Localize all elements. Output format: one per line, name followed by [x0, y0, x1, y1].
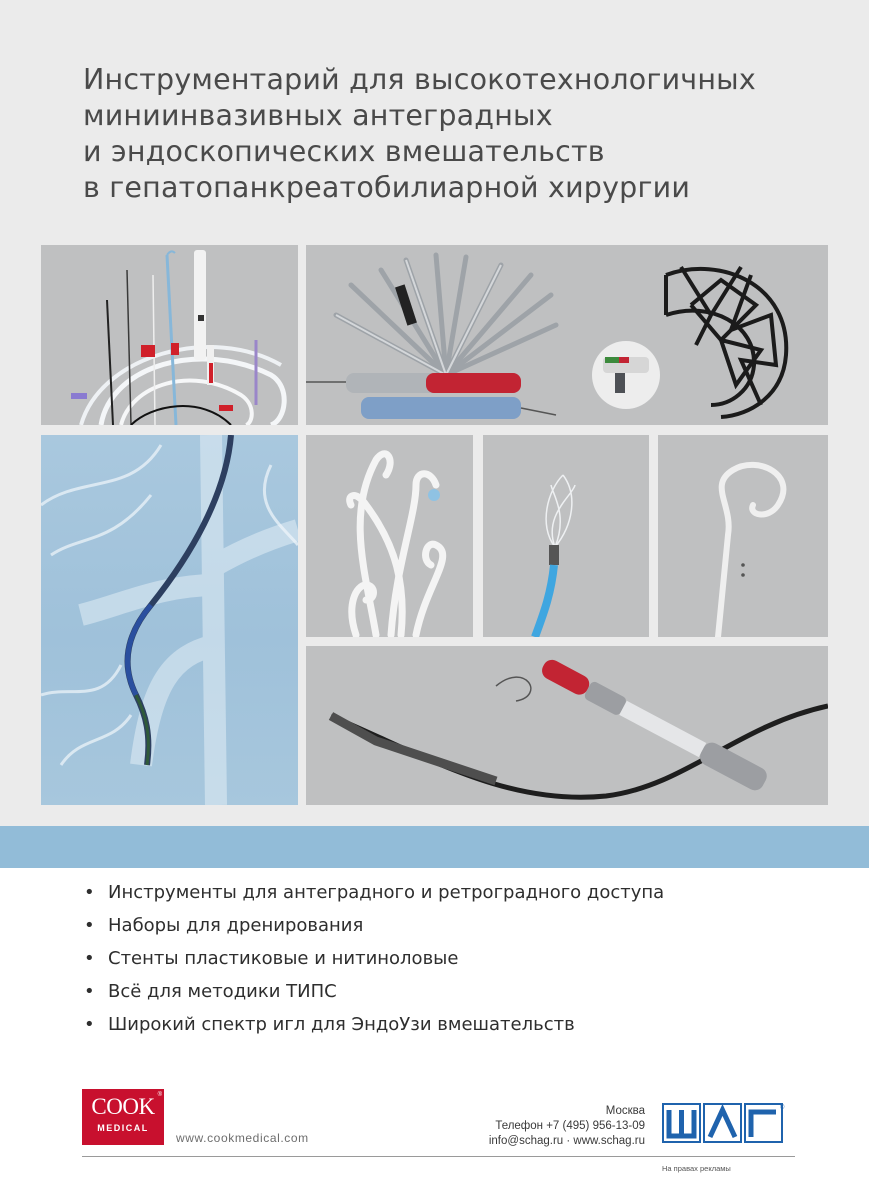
- biliary-illustration: [41, 435, 298, 805]
- registered-mark: ®: [157, 1092, 162, 1098]
- page-headline: [83, 62, 823, 206]
- list-item-text: Всё для методики ТИПС: [108, 981, 337, 1002]
- footer-divider: [82, 1156, 795, 1157]
- cook-website-link[interactable]: www.cookmedical.com: [176, 1131, 309, 1145]
- headline-line-1: Инструментарий для высокотехнологичных: [83, 63, 756, 96]
- bullet-icon: •: [84, 981, 95, 1002]
- blue-divider-band: [0, 826, 869, 868]
- contact-links[interactable]: info@schag.ru · www.schag.ru: [488, 1135, 645, 1147]
- headline-line-4: в гепатопанкреатобилиарной хирургии: [83, 171, 691, 204]
- headline-line-2: миниинвазивных антеградных: [83, 99, 553, 132]
- list-item-text: Наборы для дренирования: [108, 915, 364, 936]
- nitinol-stent-photo: [571, 245, 828, 425]
- shag-registered-mark: ®: [780, 1105, 785, 1111]
- bullet-icon: •: [84, 882, 95, 903]
- bullet-icon: •: [84, 1014, 95, 1035]
- cook-logo-name: COOK: [91, 1094, 155, 1119]
- list-item: [84, 975, 804, 1008]
- cook-medical-logo: [82, 1089, 164, 1145]
- list-item: [84, 876, 804, 909]
- list-item: [84, 909, 804, 942]
- shag-logo: [662, 1103, 786, 1143]
- list-item-text: Широкий спектр игл для ЭндоУзи вмешательств: [108, 1014, 575, 1035]
- pigtail-stents-photo: [306, 435, 473, 637]
- list-item-text: Инструменты для антеградного и ретроградного доступа: [108, 882, 665, 903]
- list-item: [84, 942, 804, 975]
- list-item: [84, 1008, 804, 1041]
- loop-catheter-photo: [658, 435, 828, 637]
- bullet-icon: •: [84, 915, 95, 936]
- cook-logo-sub: MEDICAL: [97, 1123, 149, 1133]
- contact-phone: Телефон +7 (495) 956-13-09: [495, 1120, 645, 1132]
- advertising-note: На правах рекламы: [662, 1164, 731, 1173]
- drainage-catheters-photo: [41, 245, 298, 425]
- list-item-text: Стенты пластиковые и нитиноловые: [108, 948, 459, 969]
- contact-block: [489, 1104, 645, 1149]
- feature-list: [84, 876, 804, 1041]
- basket-wire-photo: [483, 435, 649, 637]
- contact-city: Москва: [605, 1105, 645, 1117]
- eus-needle-handle-photo: [306, 646, 828, 805]
- headline-line-3: и эндоскопических вмешательств: [83, 135, 605, 168]
- bullet-icon: •: [84, 948, 95, 969]
